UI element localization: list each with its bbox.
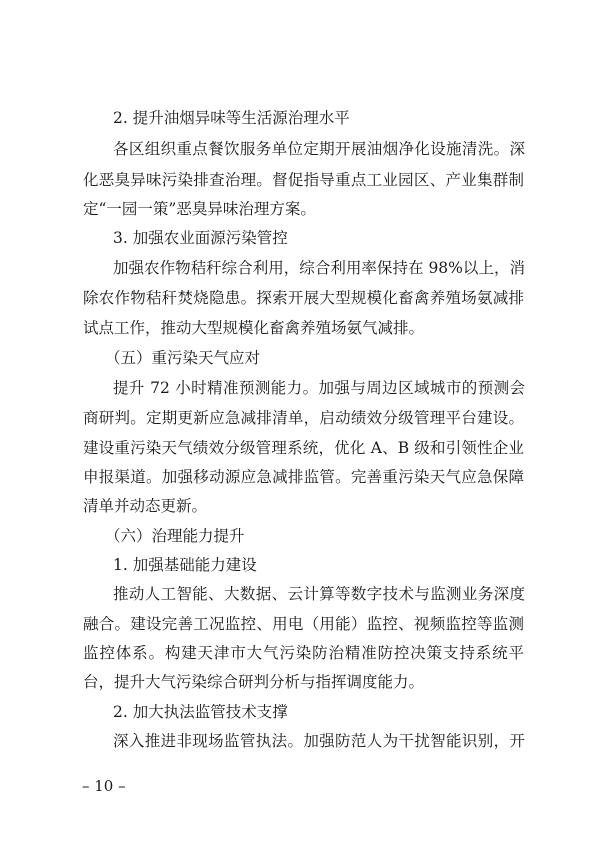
- heading-text: 3. 加强农业面源污染管控: [113, 229, 288, 247]
- heading-text: 2. 提升油烟异味等生活源治理水平: [113, 109, 350, 127]
- heading-text: （六）治理能力提升: [105, 527, 245, 545]
- line-text: 各区组织重点餐饮服务单位定期开展油烟净化设施清洗。深: [113, 140, 525, 158]
- line-text: 化恶臭异味污染排查治理。督促指导重点工业园区、产业集群制: [83, 171, 524, 189]
- line-text: 监控体系。构建天津市大气污染防治精准防控决策支持系统平: [83, 644, 524, 662]
- line-text: 提升 72 小时精准预测能力。加强与周边区域城市的预测会: [113, 379, 525, 397]
- line-text: 定“一园一策”恶臭异味治理方案。: [83, 200, 316, 218]
- line-text: 试点工作，推动大型规模化畜禽养殖场氨气减排。: [83, 319, 425, 337]
- heading-text: 2. 加大执法监管技术支撑: [113, 703, 288, 721]
- line-text: 除农作物秸秆焚烧隐患。探索开展大型规模化畜禽养殖场氨减排: [83, 289, 524, 307]
- line-text: 融合。建设完善工况监控、用电（用能）监控、视频监控等监测: [83, 615, 524, 633]
- line-text: 推动人工智能、大数据、云计算等数字技术与监测业务深度: [113, 585, 525, 603]
- line-text: 台，提升大气污染综合研判分析与指挥调度能力。: [83, 673, 425, 691]
- heading-text: （五）重污染天气应对: [105, 349, 261, 367]
- page-number: – 10 –: [82, 777, 126, 795]
- heading-text: 1. 加强基础能力建设: [113, 556, 257, 574]
- line-text: 商研判。定期更新应急减排清单，启动绩效分级管理平台建设。: [83, 409, 524, 427]
- line-text: 加强农作物秸秆综合利用，综合利用率保持在 98%以上，消: [113, 259, 525, 277]
- line-text: 深入推进非现场监管执法。加强防范人为干扰智能识别，开: [113, 732, 525, 750]
- line-text: 清单并动态更新。: [83, 497, 208, 515]
- line-text: 申报渠道。加强移动源应急减排监管。完善重污染天气应急保障: [83, 468, 524, 486]
- line-text: 建设重污染天气绩效分级管理系统，优化 A、B 级和引领性企业: [83, 439, 524, 457]
